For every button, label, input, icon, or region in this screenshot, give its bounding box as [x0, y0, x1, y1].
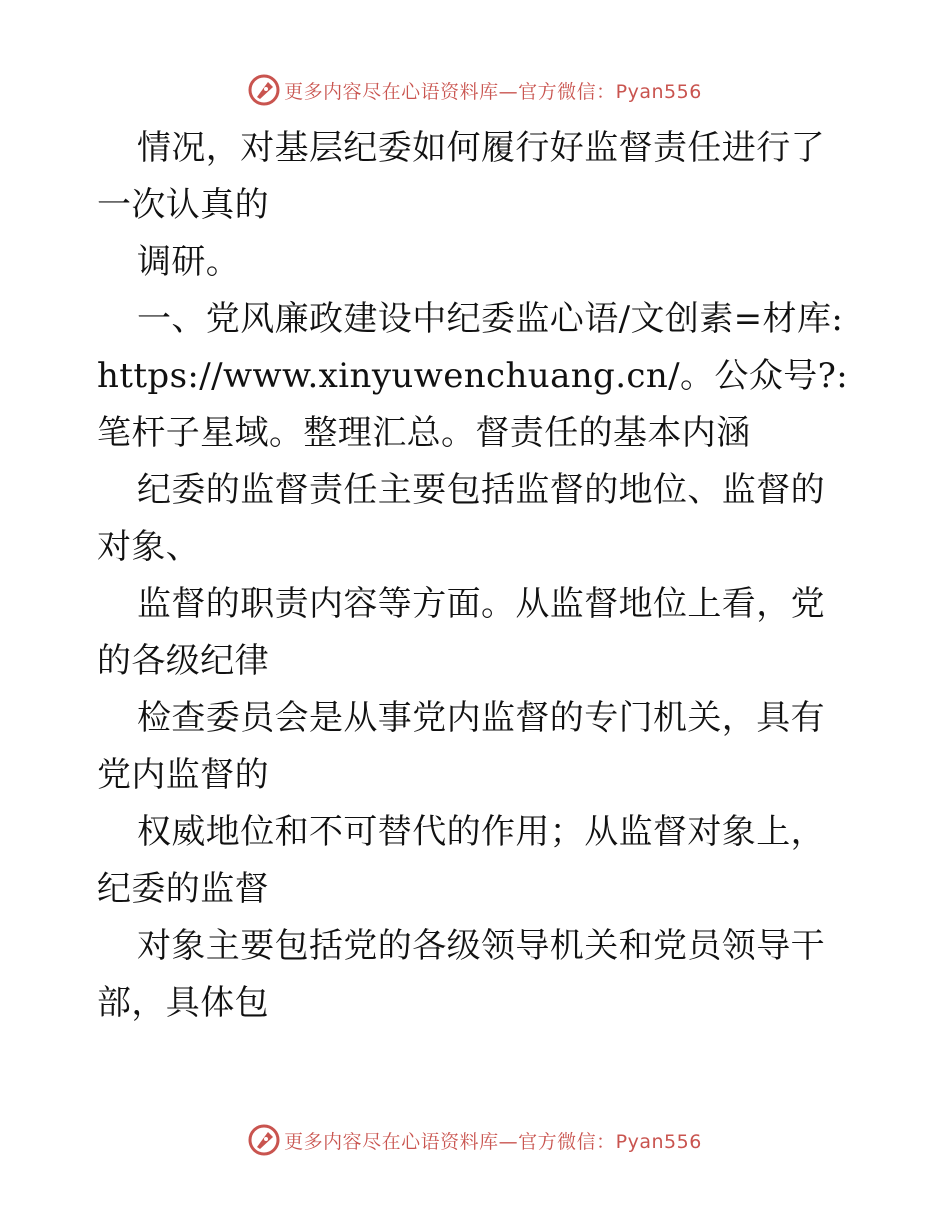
- document-body: [97, 120, 857, 1032]
- body-paragraph: 监督的职责内容等方面。从监督地位上看，党的各级纪律: [97, 584, 825, 681]
- pen-nib-logo-icon: [248, 1124, 280, 1156]
- pen-nib-logo-icon: [248, 74, 280, 106]
- body-paragraph: 纪委的监督责任主要包括监督的地位、监督的对象、: [97, 470, 825, 567]
- body-paragraph: 一、党风廉政建设中纪委监心语/文创素=材库: https://www.xinyuwenchuang.cn/。公众号?: 笔杆子星域。整理汇总。督责任的基本内涵: [97, 299, 849, 453]
- header-promo-text: 更多内容尽在心语资料库—官方微信：Pyan556: [284, 80, 702, 103]
- body-paragraph: 检查委员会是从事党内监督的专门机关，具有党内监督的: [97, 698, 825, 795]
- body-paragraph: 对象主要包括党的各级领导机关和党员领导干部，具体包: [97, 926, 825, 1023]
- footer-promo-text: 更多内容尽在心语资料库—官方微信：Pyan556: [284, 1130, 702, 1153]
- page-header-banner: [0, 70, 950, 110]
- body-paragraph: 调研。: [137, 242, 241, 282]
- page-footer-banner: [0, 1120, 950, 1160]
- body-paragraph: 权威地位和不可替代的作用；从监督对象上，纪委的监督: [97, 812, 825, 909]
- body-paragraph: 情况，对基层纪委如何履行好监督责任进行了一次认真的: [97, 128, 825, 225]
